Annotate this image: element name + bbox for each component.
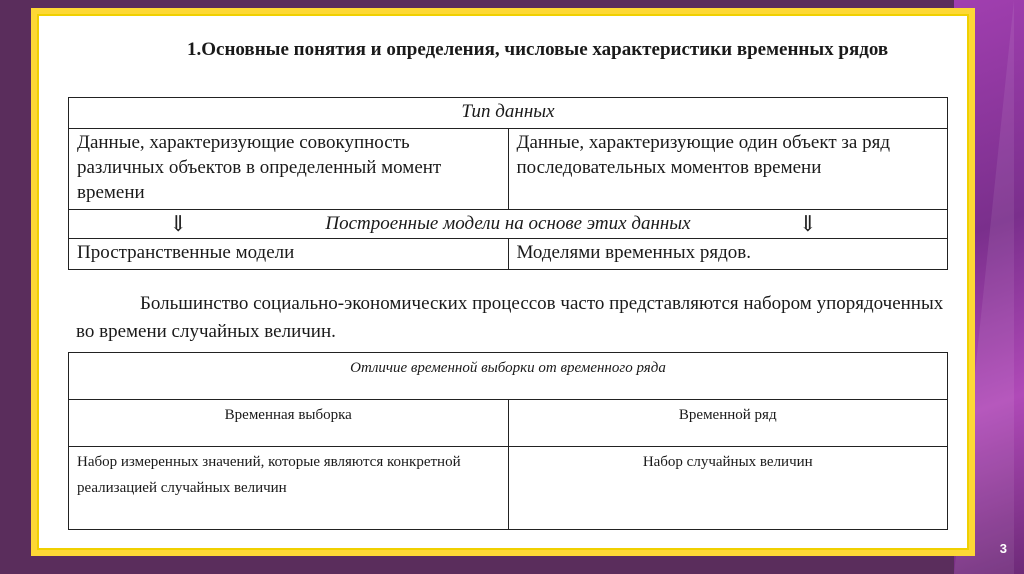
cross-section-data-cell: Данные, характеризующие совокупность различных объектов в определенный момент времени <box>69 129 509 210</box>
time-sample-header: Временная выборка <box>69 400 509 447</box>
difference-header: Отличие временной выборки от временного ряда <box>69 353 948 400</box>
sample-vs-series-table <box>68 352 948 530</box>
body-paragraph: Большинство социально-экономических процессов часто представляются набором упорядоченных во времени случайных величин. <box>76 293 944 342</box>
time-series-header: Временной ряд <box>508 400 948 447</box>
down-arrow-icon: ⇓ <box>169 211 188 236</box>
spatial-models-cell: Пространственные модели <box>69 239 509 270</box>
time-sample-definition: Набор измеренных значений, которые являются конкретной реализацией случайных величин <box>69 447 509 530</box>
down-arrow-icon: ⇓ <box>798 211 817 236</box>
data-type-table <box>68 97 948 270</box>
slide-frame <box>31 8 975 556</box>
slide-title: 1.Основные понятия и определения, числовые характеристики временных рядов <box>187 39 889 60</box>
models-subheader <box>69 210 948 239</box>
time-series-definition: Набор случайных величин <box>508 447 948 530</box>
time-series-models-cell: Моделями временных рядов. <box>508 239 948 270</box>
page-number: 3 <box>999 541 1007 556</box>
data-type-header: Тип данных <box>69 98 948 129</box>
models-subheader-text: Построенные модели на основе этих данных <box>325 213 691 234</box>
time-series-data-cell: Данные, характеризующие один объект за ряд последовательных моментов времени <box>508 129 948 210</box>
slide-content <box>37 14 969 550</box>
